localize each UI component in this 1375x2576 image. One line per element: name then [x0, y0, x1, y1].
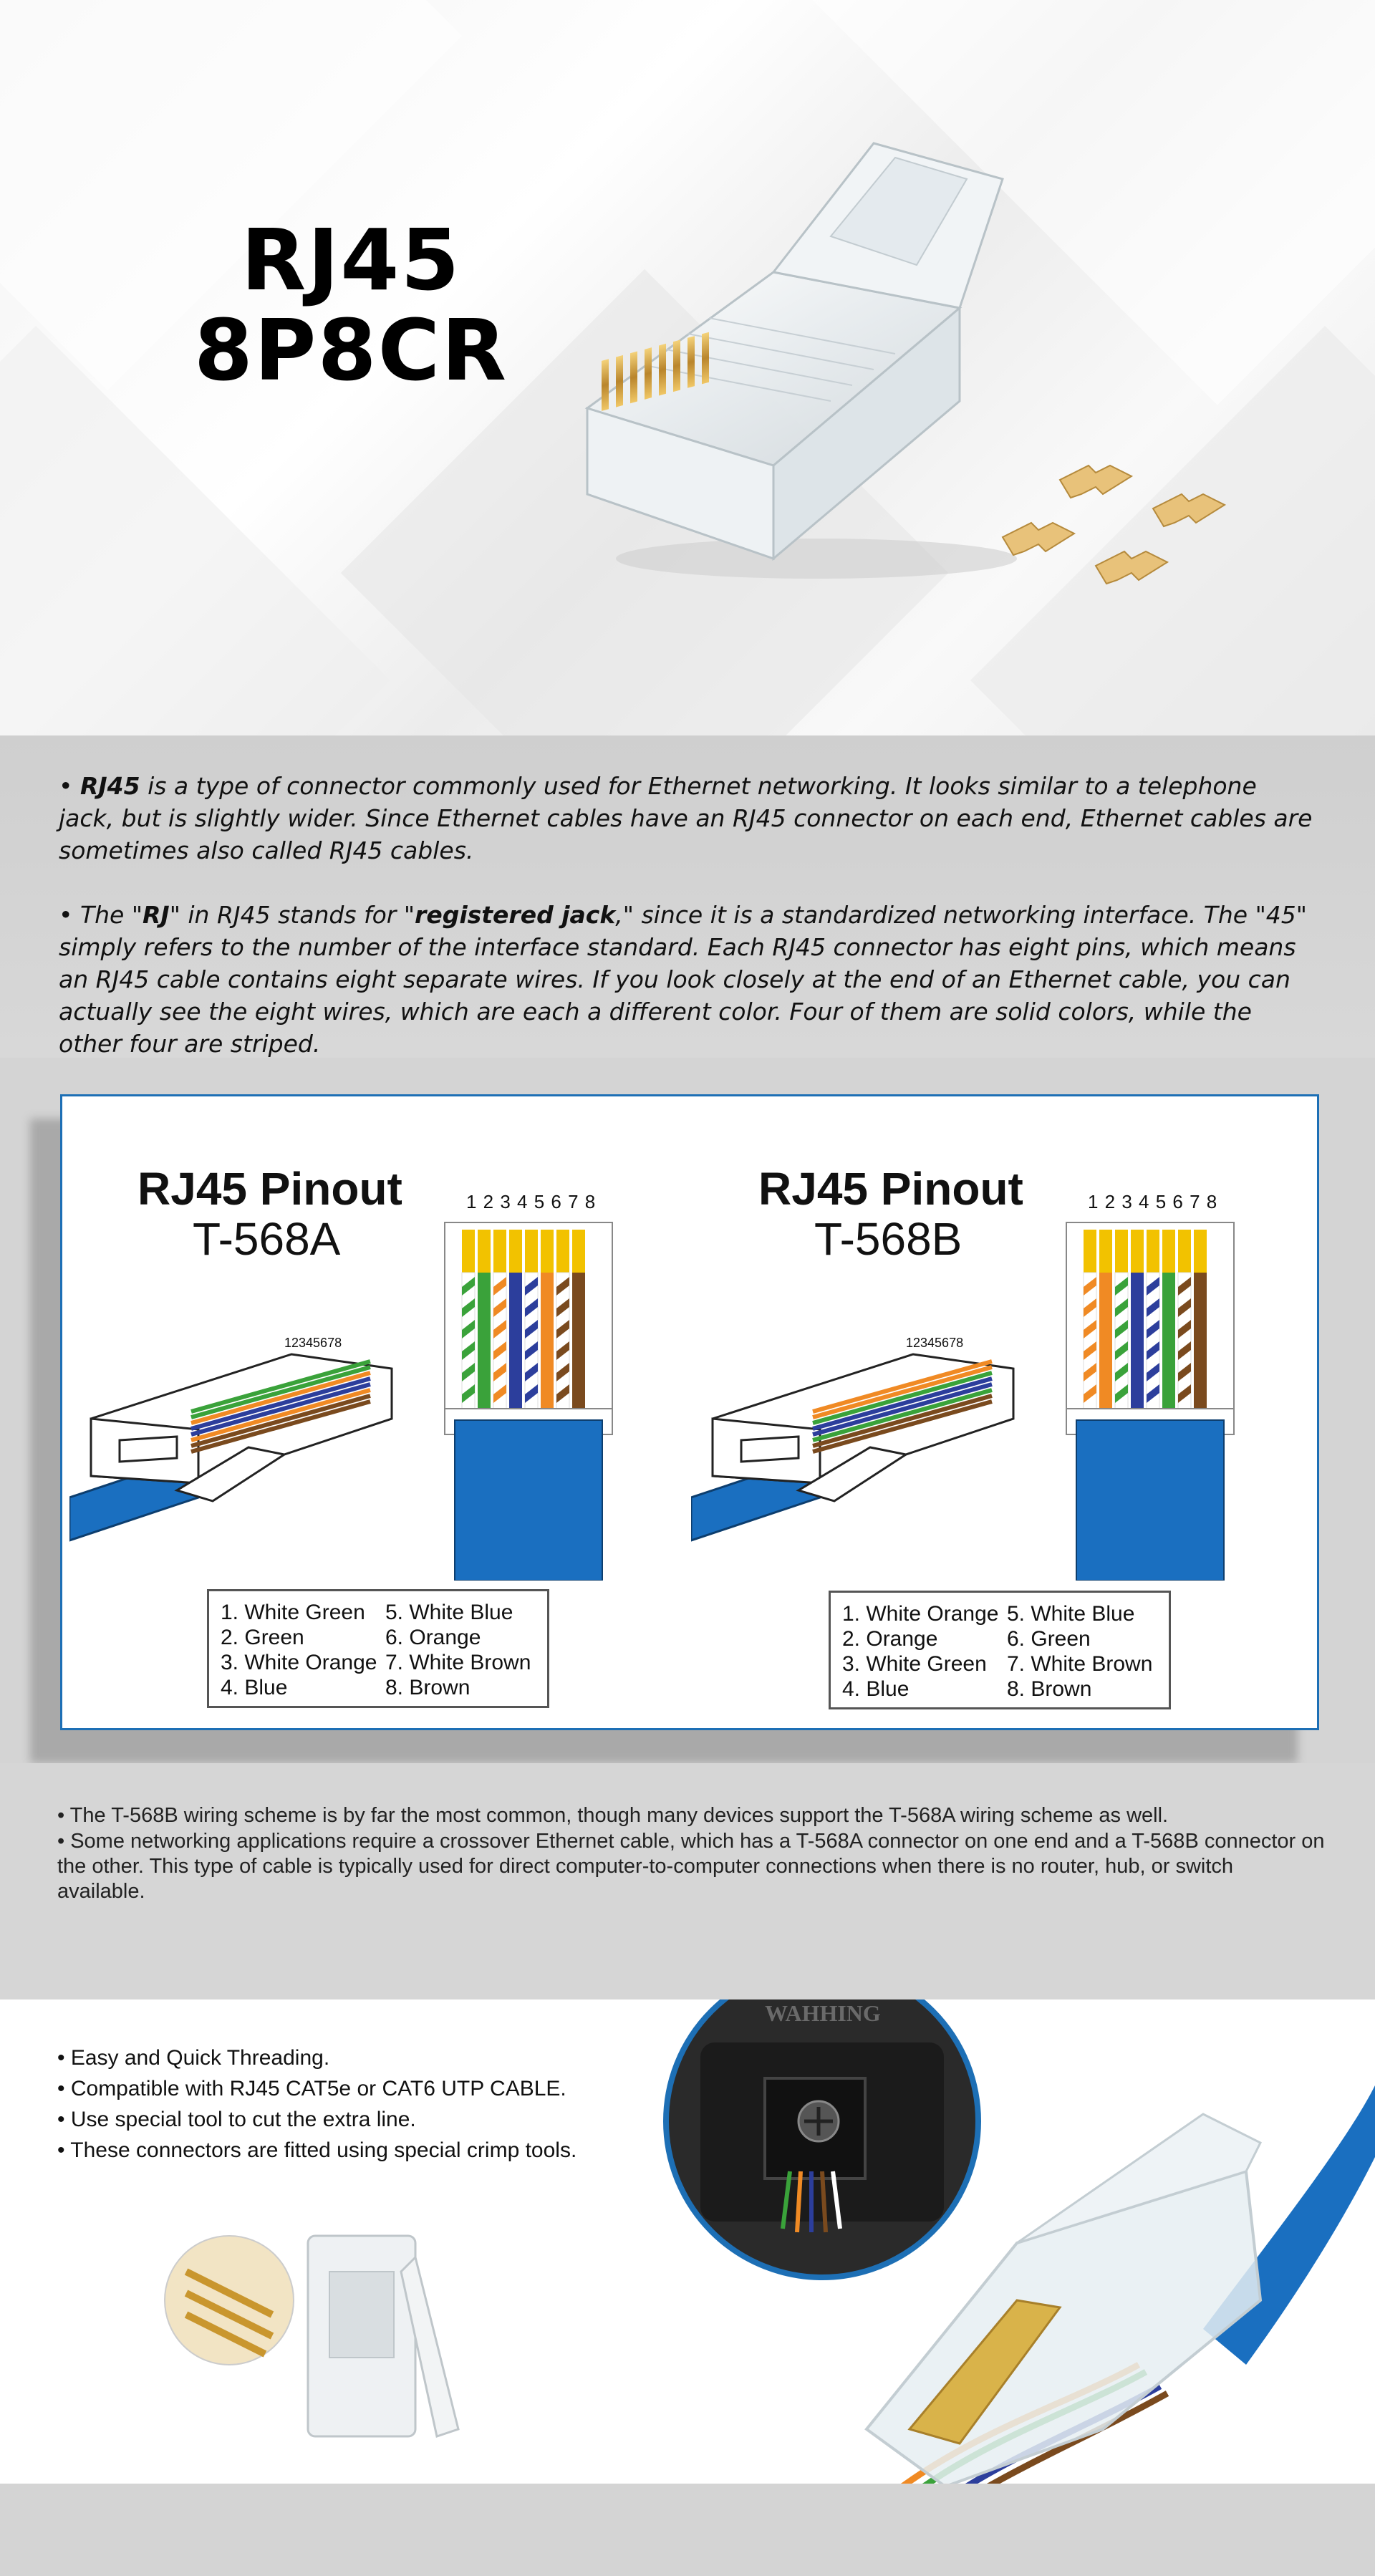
pin-contact — [509, 1230, 522, 1273]
legend-item: 5. White Blue — [385, 1601, 513, 1624]
pinout-a-plug-pin-numbers: 12345678 — [284, 1336, 342, 1350]
hero-banner — [0, 0, 1375, 735]
legend-item: 4. Blue — [221, 1676, 288, 1699]
pin-contact — [478, 1230, 491, 1273]
pinout-a-plug-illustration — [69, 1311, 406, 1548]
legend-item: 2. Green — [221, 1626, 304, 1649]
pinout-b-standard: T-568B — [814, 1213, 962, 1265]
legend-item: 4. Blue — [842, 1677, 910, 1701]
legend-item: 2. Orange — [842, 1627, 938, 1651]
note-line-1: • The T-568B wiring scheme is by far the most common, though many devices support the T-568A wiring scheme as well. — [57, 1804, 1169, 1827]
page-footer-band — [0, 2484, 1375, 2576]
legend-item: 1. White Green — [221, 1601, 365, 1624]
feature-item: • Use special tool to cut the extra line. — [57, 2108, 416, 2131]
pin-contact — [1115, 1230, 1128, 1273]
legend-item: 6. Orange — [385, 1626, 481, 1649]
wire-solid — [572, 1273, 585, 1409]
intro-p2-bold-rj: RJ — [143, 901, 170, 929]
wire-solid — [509, 1273, 522, 1409]
legend-item: 7. White Brown — [1007, 1652, 1153, 1676]
pinout-a-legend — [207, 1589, 549, 1708]
intro-p2-text-c: ," since it is a standardized networking interface. The "45" simply refers to the number of the interface standard. Each RJ45 connector has eight pins, which means an RJ45 cable contains eight separate wires. If you look closely at the end of an Ethernet cable, you can actually see the eight wires, which are each a different color. Four of them are solid colors, while the other four are striped. — [59, 901, 1307, 1058]
legend-item: 5. White Blue — [1007, 1602, 1135, 1626]
pin-contact — [556, 1230, 569, 1273]
pinout-b-title: RJ45 Pinout — [758, 1163, 1023, 1215]
intro-section — [0, 735, 1375, 1058]
pin-contact — [493, 1230, 506, 1273]
pinout-b-plug-illustration — [691, 1311, 1028, 1548]
feature-item: • These connectors are fitted using special crimp tools. — [57, 2138, 577, 2162]
pin-contact — [1131, 1230, 1144, 1273]
feature-item: • Compatible with RJ45 CAT5e or CAT6 UTP CABLE. — [57, 2077, 566, 2100]
intro-p1-text: is a type of connector commonly used for Ethernet networking. It looks similar to a telephone jack, but is slightly wider. Since Ethernet cables have an RJ45 connector on each end, Ethernet cables are sometimes also called RJ45 cables. — [59, 772, 1313, 864]
wire-solid — [1162, 1273, 1175, 1409]
intro-p2-bold-registered-jack: registered jack — [415, 901, 616, 929]
pinout-a-wire-diagram — [433, 1208, 627, 1581]
intro-p2-text-a: The " — [79, 901, 143, 929]
legend-item: 3. White Green — [842, 1652, 987, 1676]
pin-contact — [1178, 1230, 1191, 1273]
pinout-b-pin-numbers: 1 2 3 4 5 6 7 8 — [1088, 1191, 1217, 1212]
features-panel — [0, 1999, 1375, 2484]
pinout-b-legend-left — [842, 1601, 998, 1702]
legend-item: 3. White Orange — [221, 1651, 377, 1674]
legend-item: 8. Brown — [1007, 1677, 1092, 1701]
pin-contact — [1162, 1230, 1175, 1273]
intro-p1-bold: RJ45 — [79, 772, 140, 800]
pinout-b-wire-diagram — [1055, 1208, 1248, 1581]
intro-paragraph-1: • RJ45 is a type of connector commonly used for Ethernet networking. It looks similar to a telephone jack, but is slightly wider. Since Ethernet cables have an RJ45 connector on each end, Ethernet cables are sometimes also called RJ45 cables. — [59, 772, 1313, 864]
pinout-a-standard: T-568A — [193, 1213, 341, 1265]
pin-contact — [525, 1230, 538, 1273]
wire-solid — [1131, 1273, 1144, 1409]
pinout-a-legend-right — [385, 1600, 531, 1700]
pinout-a-pin-numbers: 1 2 3 4 5 6 7 8 — [466, 1191, 596, 1212]
wire-solid — [541, 1273, 554, 1409]
wire-solid — [478, 1273, 491, 1409]
pin-contact — [1194, 1230, 1207, 1273]
pinout-b-legend — [829, 1591, 1171, 1709]
cable-connector-photo — [802, 2028, 1375, 2484]
pin-contact — [1099, 1230, 1112, 1273]
feature-item: • Easy and Quick Threading. — [57, 2046, 330, 2070]
pin-contact — [1147, 1230, 1159, 1273]
loose-contacts-image — [988, 451, 1260, 637]
note-line-2: • Some networking applications require a crossover Ethernet cable, which has a T-568A connector on one end and a T-568B connector on the other. This type of cable is typically used for direct computer-to-computer connections when there is no router, hub, or switch available. — [57, 1830, 1325, 1903]
wire-solid — [1099, 1273, 1112, 1409]
legend-item: 8. Brown — [385, 1676, 471, 1699]
hero-title — [143, 211, 559, 400]
pinout-a-legend-left — [221, 1600, 377, 1700]
pin-contact — [572, 1230, 585, 1273]
pin-contact — [462, 1230, 475, 1273]
tool-brand-text: WAHHING — [765, 2000, 881, 2026]
pinout-b-legend-right — [1007, 1601, 1152, 1702]
intro-p2-text-b: " in RJ45 stands for " — [169, 901, 415, 929]
intro-paragraph-2: • The "RJ" in RJ45 stands for "registered jack," since it is a standardized networking interface. The "45" simply refers to the number of the interface standard. Each RJ45 connector has eight pins, which means an RJ45 cable contains eight separate wires. If you look closely at the end of an Ethernet cable, you can actually see the eight wires, which are each a different color. Four of them are solid colors, while the other four are striped. — [59, 901, 1307, 1058]
hero-title-line2: 8P8CR — [193, 301, 508, 400]
pin-contact — [541, 1230, 554, 1273]
legend-item: 6. Green — [1007, 1627, 1091, 1651]
hero-title-line1: RJ45 — [241, 211, 461, 309]
pinout-card — [60, 1094, 1319, 1730]
wire-solid — [1194, 1273, 1207, 1409]
legend-item: 7. White Brown — [385, 1651, 531, 1674]
pinout-b-plug-pin-numbers: 12345678 — [906, 1336, 964, 1350]
pinout-a-title: RJ45 Pinout — [138, 1163, 402, 1215]
pin-contact — [1084, 1230, 1096, 1273]
feature-list — [57, 2042, 576, 2166]
connector-closeup-image — [158, 2214, 530, 2458]
cable-jacket — [455, 1420, 602, 1581]
legend-item: 1. White Orange — [842, 1602, 999, 1626]
notes-section — [0, 1763, 1375, 1999]
cable-jacket — [1076, 1420, 1224, 1581]
